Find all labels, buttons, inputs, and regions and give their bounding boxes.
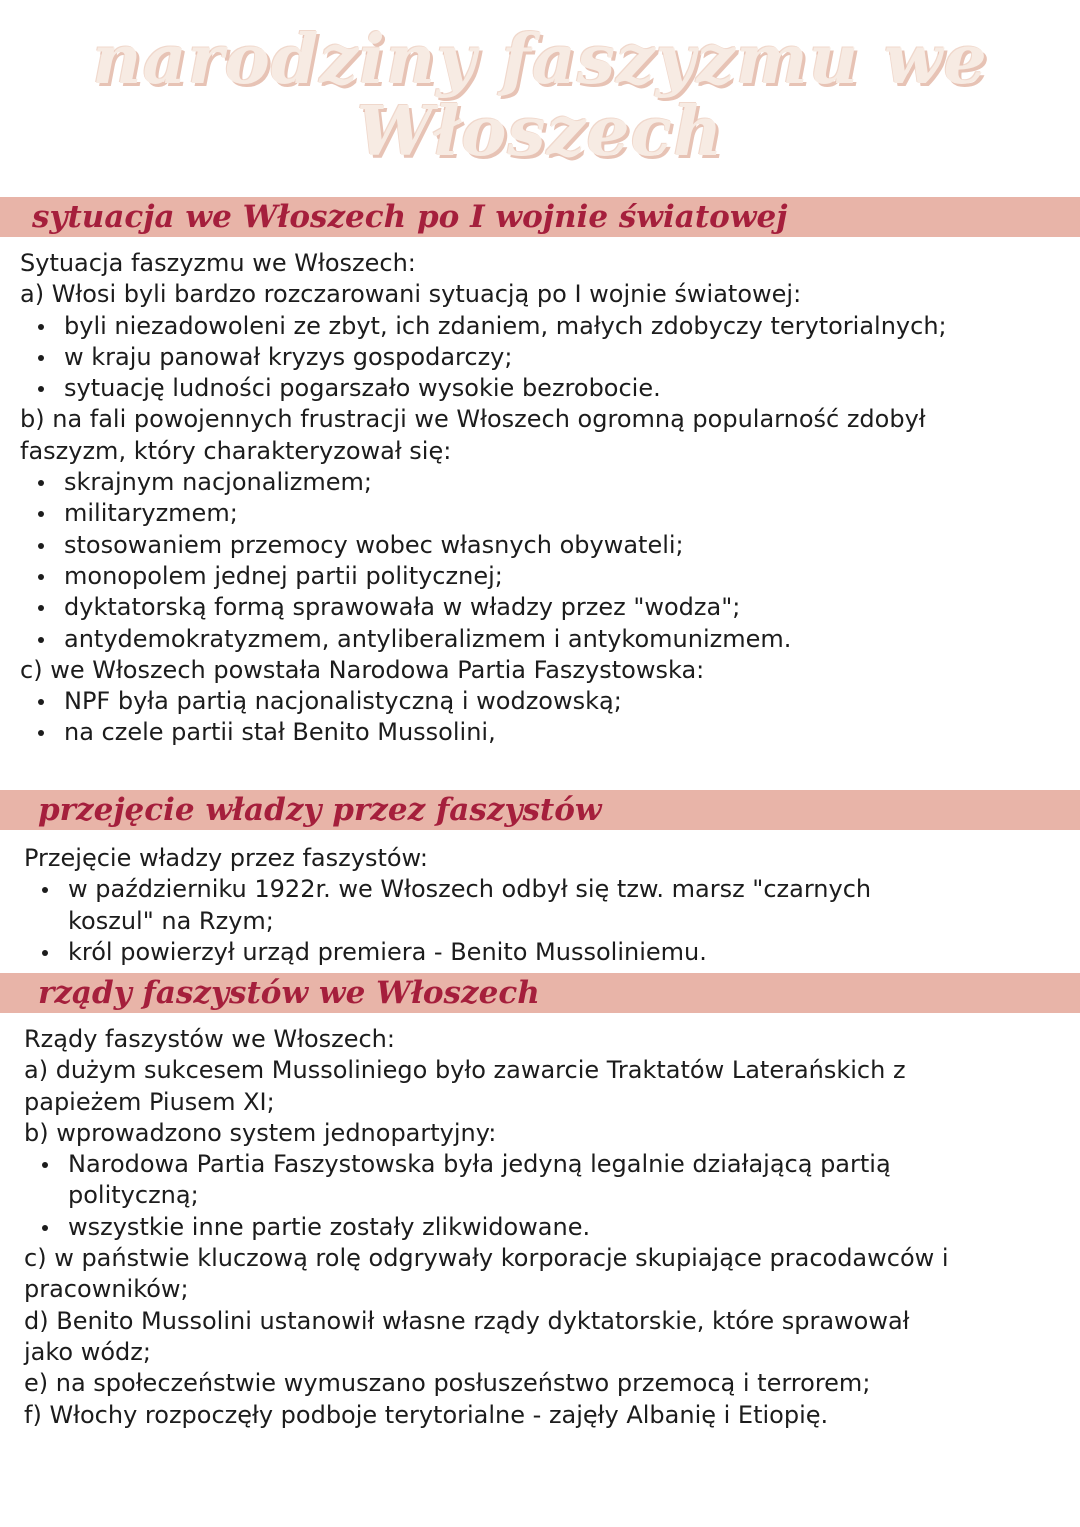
list-item: NPF była partią nacjonalistyczną i wodzowską;: [20, 686, 950, 717]
bullet-list: [24, 1149, 959, 1243]
list-item: wszystkie inne partie zostały zlikwidowane.: [24, 1212, 959, 1243]
section-situation: [20, 248, 950, 749]
point-b: b) wprowadzono system jednopartyjny:: [24, 1118, 497, 1147]
point-b: b) na fali powojennych frustracji we Włoszech ogromną popularność zdobył faszyzm, który charakteryzował się:: [20, 405, 926, 465]
page-title-line2: Włoszech: [356, 92, 724, 172]
list-item: antydemokratyzmem, antyliberalizmem i antykomunizmem.: [20, 624, 950, 655]
section-heading: przejęcie władzy przez faszystów: [38, 792, 602, 828]
point-a: a) Włosi byli bardzo rozczarowani sytuacją po I wojnie światowej:: [20, 280, 802, 309]
section-takeover: [24, 843, 954, 968]
list-item: militaryzmem;: [20, 498, 950, 529]
list-item: monopolem jednej partii politycznej;: [20, 561, 950, 592]
list-item: sytuację ludności pogarszało wysokie bezrobocie.: [20, 373, 950, 404]
section-rule: [24, 1024, 959, 1431]
list-item: byli niezadowoleni ze zbyt, ich zdaniem, małych zdobyczy terytorialnych;: [20, 311, 950, 342]
bullet-list: [20, 467, 950, 655]
bullet-list: [20, 686, 950, 749]
list-item: stosowaniem przemocy wobec własnych obywateli;: [20, 530, 950, 561]
list-item: Narodowa Partia Faszystowska była jedyną legalnie działającą partią polityczną;: [24, 1149, 959, 1212]
point-a: a) dużym sukcesem Mussoliniego było zawarcie Traktatów Laterańskich z papieżem Piusem XI;: [24, 1056, 906, 1116]
list-item: król powierzył urząd premiera - Benito Mussoliniemu.: [24, 937, 954, 968]
list-item: w październiku 1922r. we Włoszech odbył się tzw. marsz "czarnych koszul" na Rzym;: [24, 874, 954, 937]
point-d: d) Benito Mussolini ustanowił własne rządy dyktatorskie, które sprawował jako wódz;: [24, 1306, 910, 1366]
list-item: na czele partii stał Benito Mussolini,: [20, 717, 950, 748]
page-title: [0, 20, 1080, 172]
list-item: dyktatorską formą sprawowała w władzy przez "wodza";: [20, 592, 950, 623]
section-heading: sytuacja we Włoszech po I wojnie światowej: [32, 199, 788, 235]
page-title-line1: narodziny faszyzmu we: [92, 20, 988, 100]
section-heading: rządy faszystów we Włoszech: [38, 975, 540, 1011]
section-intro: Sytuacja faszyzmu we Włoszech:: [20, 249, 416, 277]
point-f: f) Włochy rozpoczęły podboje terytorialne - zajęły Albanię i Etiopię.: [24, 1400, 829, 1429]
bullet-list: [20, 311, 950, 405]
list-item: skrajnym nacjonalizmem;: [20, 467, 950, 498]
bullet-list: [24, 874, 954, 968]
section-intro: Rządy faszystów we Włoszech:: [24, 1025, 395, 1053]
list-item: w kraju panował kryzys gospodarczy;: [20, 342, 950, 373]
point-e: e) na społeczeństwie wymuszano posłuszeństwo przemocą i terrorem;: [24, 1369, 871, 1398]
section-intro: Przejęcie władzy przez faszystów:: [24, 844, 428, 872]
point-c: c) we Włoszech powstała Narodowa Partia Faszystowska:: [20, 655, 705, 684]
point-c: c) w państwie kluczową rolę odgrywały korporacje skupiające pracodawców i pracowników;: [24, 1244, 949, 1304]
